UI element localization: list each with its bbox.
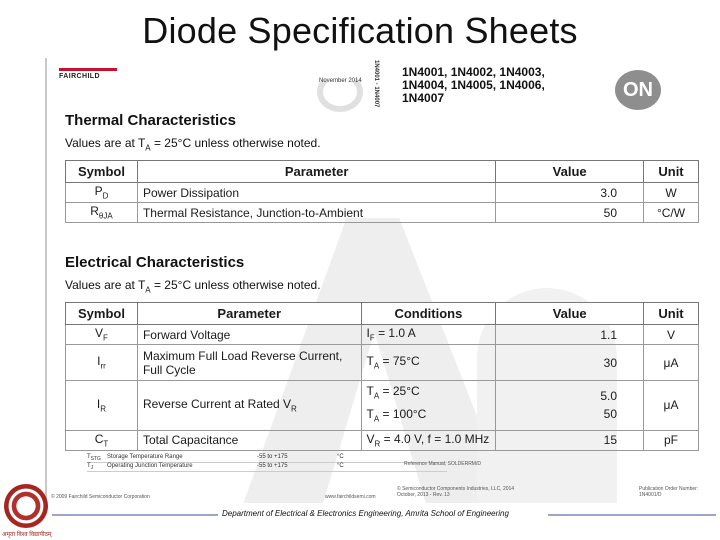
parameter-cell: Maximum Full Load Reverse Current, Full Cycle — [137, 345, 361, 381]
fairchild-logo: FAIRCHILD — [59, 68, 117, 80]
electrical-table — [65, 302, 699, 451]
parameter-cell: Forward Voltage — [137, 325, 361, 345]
value-cell: 15 — [496, 430, 644, 450]
parameter-cell: Power Dissipation — [137, 183, 495, 203]
thermal-table — [65, 160, 699, 223]
amrita-seal-icon — [4, 484, 48, 528]
parameter-cell: Total Capacitance — [137, 430, 361, 450]
column-header: Symbol — [66, 303, 138, 325]
conditions-cell: $T_A = 25^\circ C$ $T_A = 100^\circ C$ — [361, 381, 496, 431]
slide-title: Diode Specification Sheets — [142, 10, 578, 51]
value-cell: 50 — [496, 203, 644, 223]
fine-print-row: $T_J$ Operating Junction Temperature -55 to +175 °C — [87, 463, 447, 472]
symbol-cell: $R_{\theta JA}$ — [66, 203, 138, 223]
value-cell: 30 — [496, 345, 644, 381]
column-header: Unit — [644, 303, 699, 325]
symbol-cell: $V_F$ — [66, 325, 138, 345]
unit-cell: °C/W — [644, 203, 699, 223]
unit-cell: V — [644, 325, 699, 345]
unit-cell: W — [644, 183, 699, 203]
fine-print-row: $T_{STG}$ Storage Temperature Range -55 to +175 °C — [87, 454, 447, 463]
value-cell: 5.0 50 — [496, 381, 644, 431]
symbol-cell: $P_D$ — [66, 183, 138, 203]
symbol-cell: $I_R$ — [66, 381, 138, 431]
unit-cell: pF — [644, 430, 699, 450]
on-copyright-text: © Semiconductor Components Industries, LLC, 2014 October, 2013 - Rev. 13 — [397, 486, 515, 498]
table-row — [66, 183, 699, 203]
column-header: Parameter — [137, 303, 361, 325]
table-row — [66, 381, 699, 431]
publication-order: Publication Order Number: 1N4001/D — [639, 486, 699, 498]
on-semiconductor-logo: ON — [615, 70, 661, 110]
table-row — [66, 345, 699, 381]
vertical-part-number: 1N4001 - 1N4007 — [373, 60, 379, 108]
parameter-cell: Reverse Current at Rated $V_R$ — [137, 381, 361, 431]
column-header: Symbol — [66, 161, 138, 183]
electrical-note: Values are at $T_A = 25^\circ C$ unless otherwise noted. — [65, 278, 321, 295]
footer-rule-left — [52, 514, 218, 516]
column-header: Value — [496, 161, 644, 183]
parameter-cell: Thermal Resistance, Junction-to-Ambient — [137, 203, 495, 223]
datasheet-date: November 2014 — [319, 78, 362, 84]
thermal-title: Thermal Characteristics — [65, 112, 236, 129]
footer-department-text: Department of Electrical & Electronics Engineering, Amrita School of Engineering — [222, 509, 509, 518]
electrical-title: Electrical Characteristics — [65, 254, 245, 271]
value-cell: 3.0 — [496, 183, 644, 203]
table-row — [66, 203, 699, 223]
symbol-cell: $C_T$ — [66, 430, 138, 450]
column-header: Conditions — [361, 303, 496, 325]
table-header-row — [66, 161, 699, 183]
table-row — [66, 430, 699, 450]
fine-print-table — [87, 454, 447, 472]
thermal-note: Values are at $T_A = 25^\circ C$ unless otherwise noted. — [65, 136, 321, 153]
unit-cell: μA — [644, 381, 699, 431]
value-cell: 1.1 — [496, 325, 644, 345]
reference-note: Reference Manual, SOLDERRM/D — [404, 461, 481, 467]
conditions-cell: $T_A = 75^\circ C$ — [361, 345, 496, 381]
symbol-cell: $I_{rr}$ — [66, 345, 138, 381]
seal-caption: अमृता विश्व विद्यापीठम् — [2, 532, 52, 538]
footer-rule-right — [548, 514, 716, 516]
unit-cell: μA — [644, 345, 699, 381]
website-text: www.fairchildsemi.com — [325, 494, 376, 500]
datasheet-image — [45, 58, 715, 503]
table-header-row — [66, 303, 699, 325]
column-header: Parameter — [137, 161, 495, 183]
column-header: Value — [496, 303, 644, 325]
conditions-cell: $V_R = 4.0$ V, f = 1.0 MHz — [361, 430, 496, 450]
table-row — [66, 325, 699, 345]
column-header: Unit — [644, 161, 699, 183]
conditions-cell: $I_F = 1.0$ A — [361, 325, 496, 345]
copyright-text: © 2009 Fairchild Semiconductor Corporation — [51, 494, 150, 500]
part-numbers: 1N4001, 1N4002, 1N4003, 1N4004, 1N4005, 1N4006, 1N4007 — [402, 65, 545, 105]
